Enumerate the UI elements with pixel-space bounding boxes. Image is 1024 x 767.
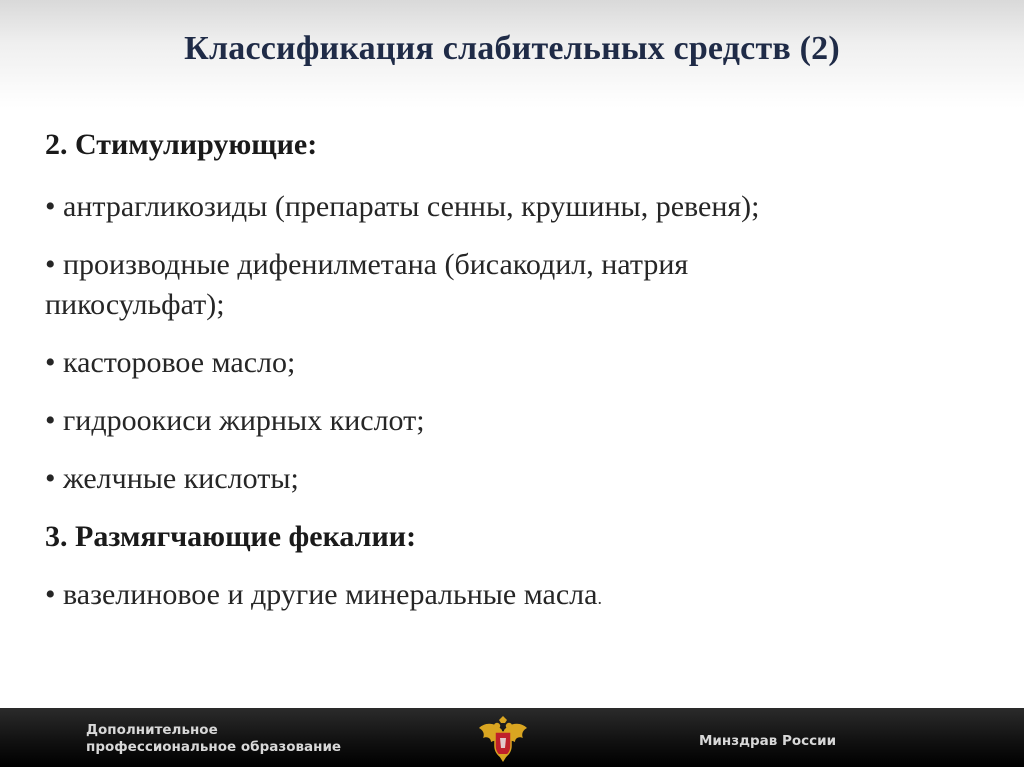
slide-title: Классификация слабительных средств (2) [184, 30, 840, 67]
list-item-antraglycosides: • антрагликозиды (препараты сенны, крушины, ревеня); [45, 190, 760, 223]
list-item-mineral-oils-period: . [597, 588, 602, 608]
list-item-diphenylmethane-cont: пикосульфат); [45, 288, 225, 321]
footer-bar [0, 708, 1024, 767]
list-item-castor-oil: • касторовое масло; [45, 346, 296, 379]
heading-softening: 3. Размягчающие фекалии: [45, 520, 417, 553]
footer-left-line2: профессиональное образование [86, 739, 342, 755]
list-item-mineral-oils [45, 578, 602, 615]
heading-stimulating: 2. Стимулирующие: [45, 128, 318, 161]
list-item-bile-acids: • желчные кислоты; [45, 462, 299, 495]
footer-right-text: Минздрав России [699, 733, 837, 749]
footer-left-line1: Дополнительное [86, 722, 218, 738]
list-item-diphenylmethane: • производные дифенилметана (бисакодил, натрия [45, 248, 689, 281]
footer-left-text [86, 722, 376, 756]
russian-coat-of-arms-icon [477, 716, 529, 762]
list-item-mineral-oils-text: • вазелиновое и другие минеральные масла [45, 578, 598, 611]
list-item-fatty-acids: • гидроокиси жирных кислот; [45, 404, 425, 437]
